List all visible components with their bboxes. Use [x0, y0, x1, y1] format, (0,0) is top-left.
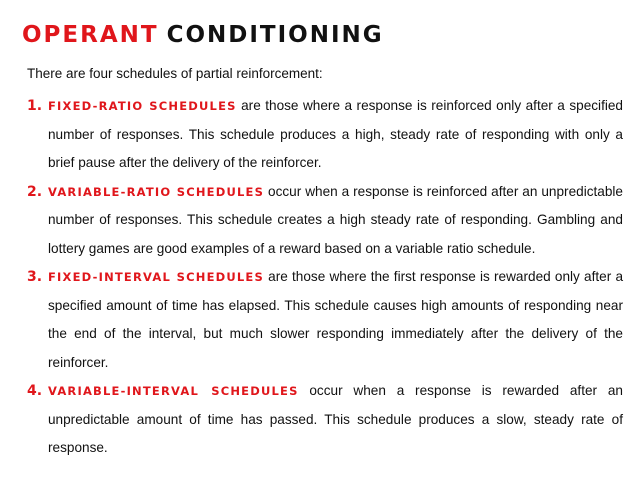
item-paragraph [48, 377, 623, 463]
list-item [27, 263, 623, 377]
item-number: 4. [27, 383, 43, 399]
slide-title [22, 22, 384, 48]
item-text: are those where the first response is rewarded only after a specified amount of time has elapsed. This schedule causes high amounts of responding near the end of the interval, but much slower responding immediately after the delivery of the reinforcer. [48, 269, 623, 370]
item-paragraph [48, 263, 623, 377]
item-paragraph [48, 92, 623, 178]
item-term: VARIABLE-INTERVAL SCHEDULES [48, 384, 299, 398]
item-paragraph [48, 178, 623, 264]
item-number: 1. [27, 98, 43, 114]
list-item [27, 377, 623, 463]
item-term: VARIABLE-RATIO SCHEDULES [48, 184, 265, 199]
list-item [27, 92, 623, 178]
item-term: FIXED-RATIO SCHEDULES [48, 99, 237, 113]
intro-text: There are four schedules of partial reinforcement: [27, 66, 323, 81]
item-text: occur when a response is reinforced after an unpredictable number of responses. This schedule creates a high steady rate of responding. Gambling and lottery games are good examples of a reward based on a variable ratio schedule. [48, 183, 623, 256]
item-number: 2. [27, 183, 43, 200]
item-number: 3. [27, 269, 43, 285]
schedule-list [27, 92, 623, 463]
list-item [27, 178, 623, 264]
item-term: FIXED-INTERVAL SCHEDULES [48, 270, 264, 284]
item-text: occur when a response is rewarded after an unpredictable amount of time has passed. This schedule produces a slow, steady rate of response. [48, 383, 623, 455]
item-text: are those where a response is reinforced only after a specified number of responses. This schedule produces a high, steady rate of responding with only a brief pause after the delivery of the reinforcer. [48, 98, 623, 170]
title-operant: OPERANT [22, 22, 159, 48]
title-conditioning: CONDITIONING [166, 22, 384, 48]
